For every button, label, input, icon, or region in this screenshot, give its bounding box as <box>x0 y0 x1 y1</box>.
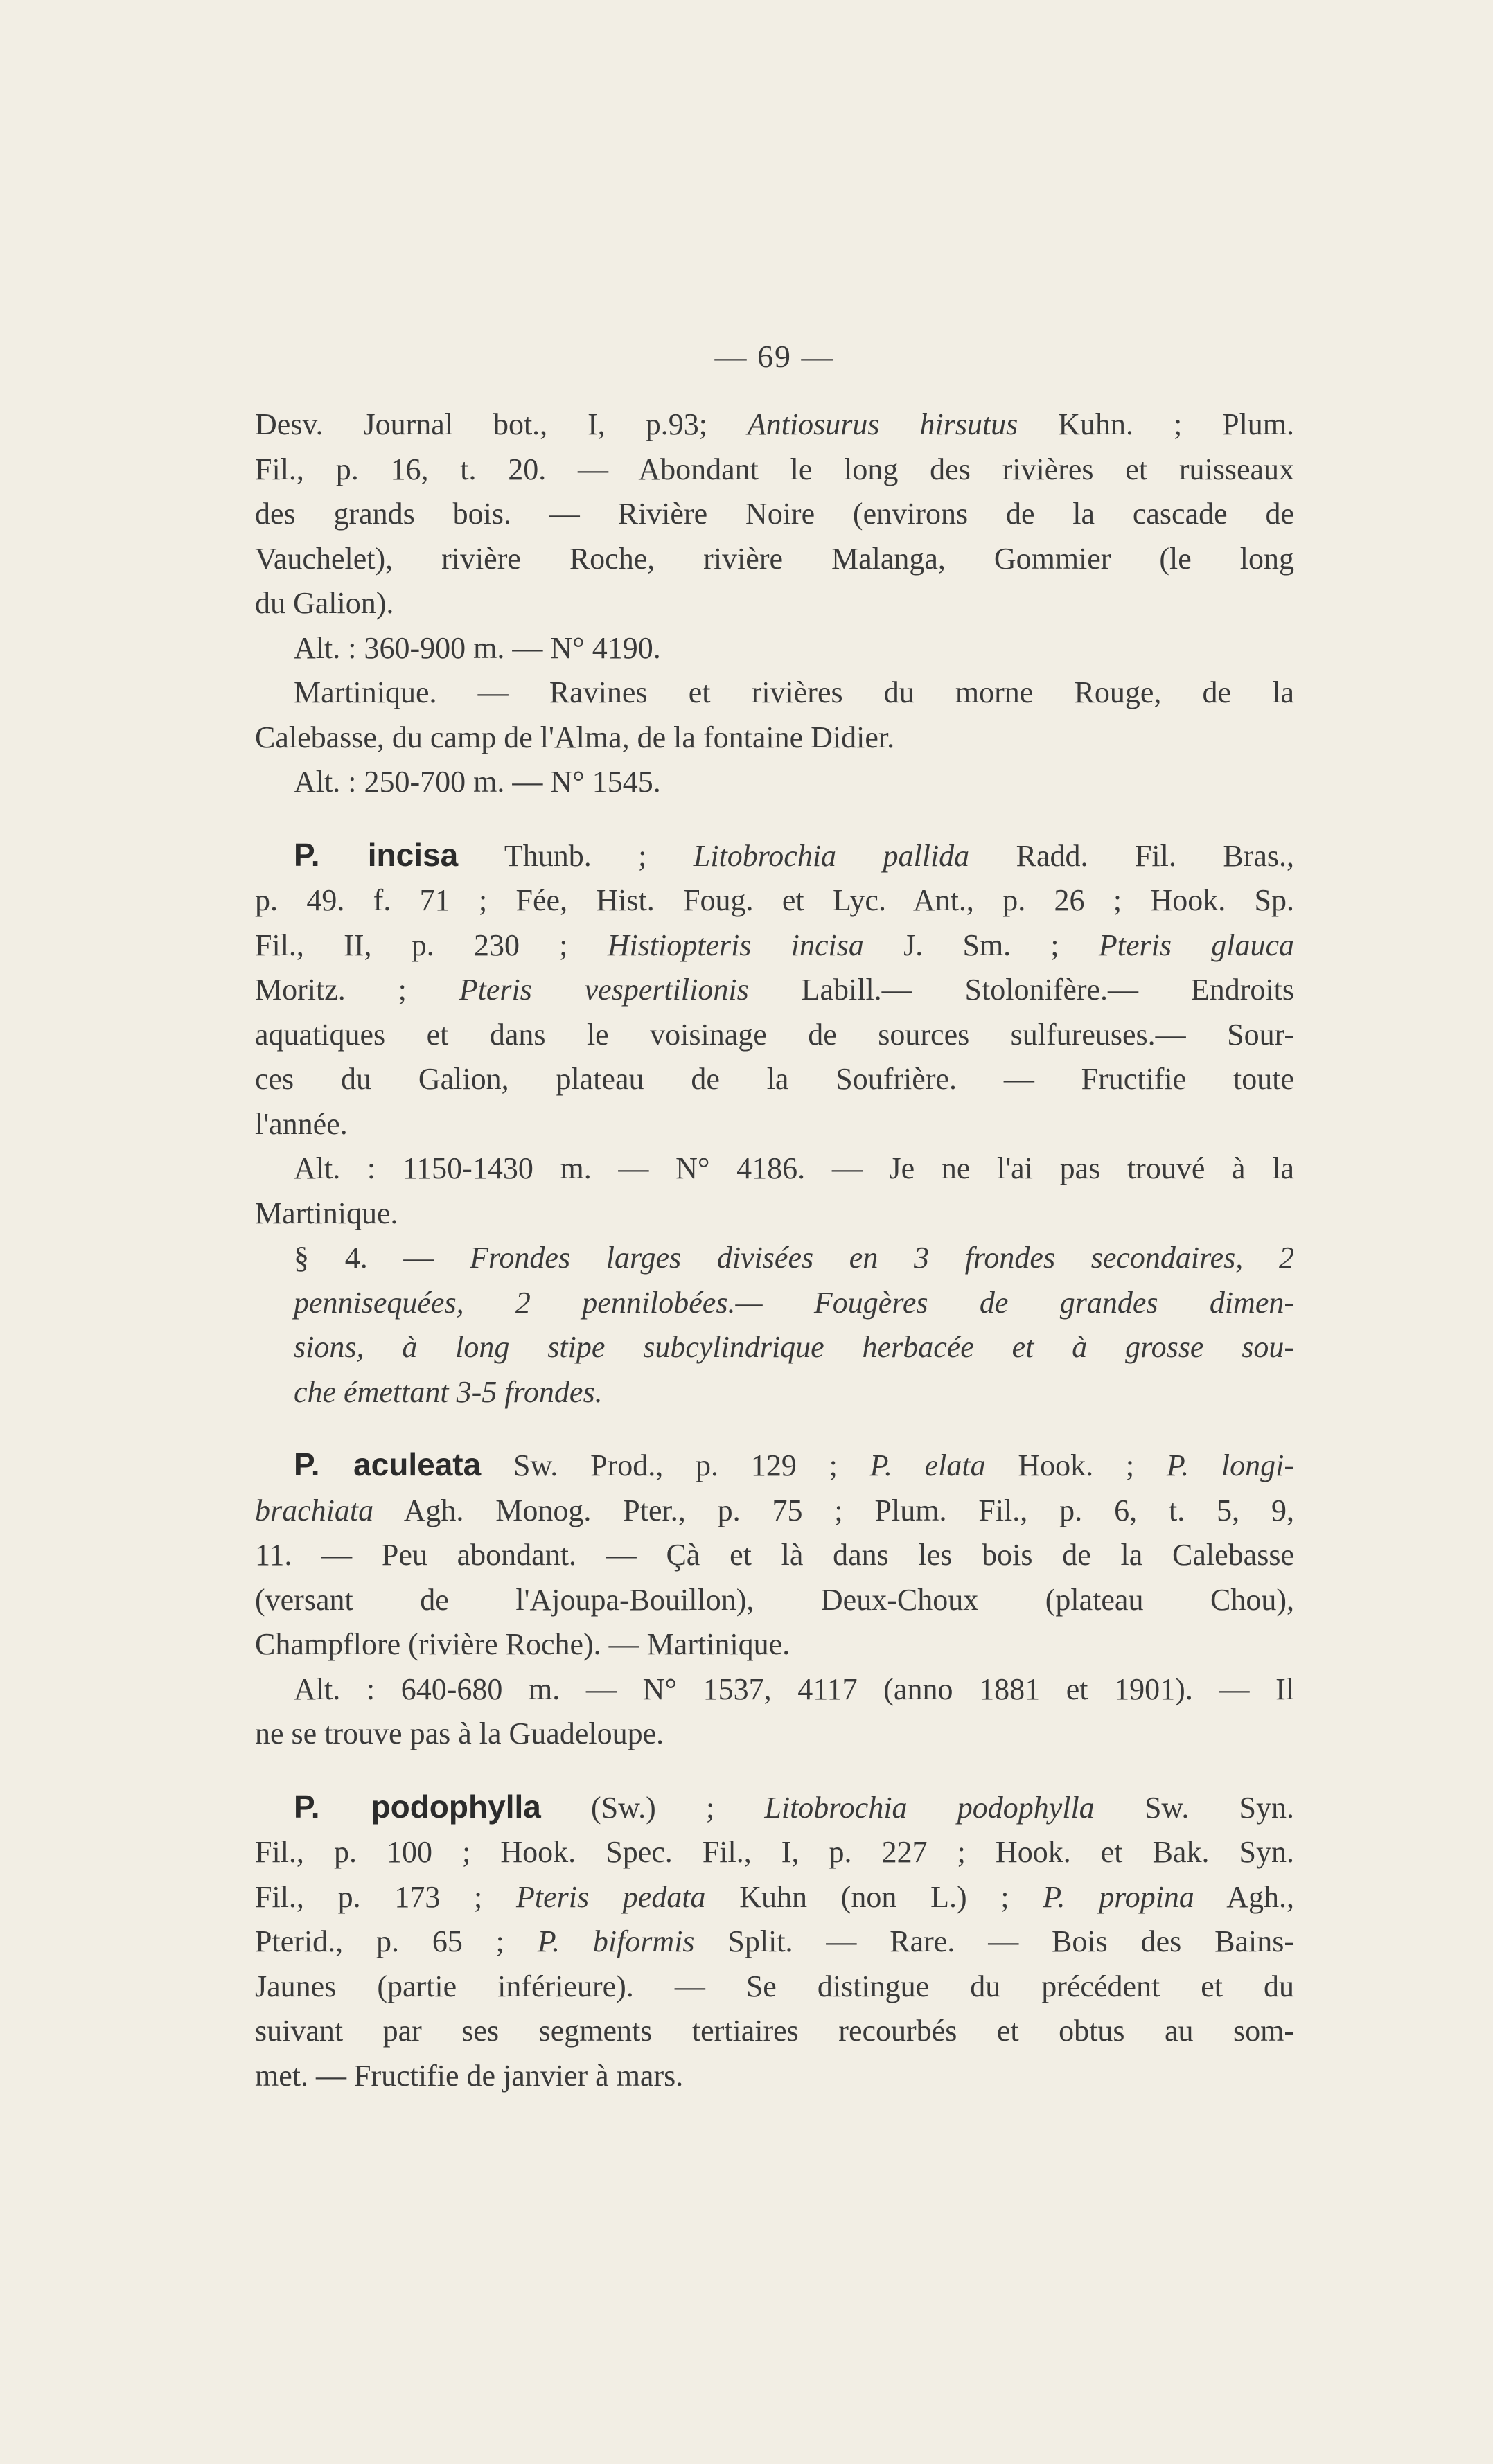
text-line: sions, à long stipe subcylindrique herbacée et à grosse sou- <box>294 1330 1294 1364</box>
text-line: pennisequées, 2 pennilobées.— Fougères de grandes dimen- <box>294 1285 1294 1320</box>
text-line: ne se trouve pas à la Guadeloupe. <box>255 1717 664 1750</box>
species-name: P. podophylla <box>294 1788 541 1825</box>
text-line: Alt. : 360-900 m. — N° 4190. <box>294 630 661 665</box>
text-line: § 4. — Frondes larges divisées en 3 frondes secondaires, 2 <box>294 1241 1294 1275</box>
text-line: Fil., II, p. 230 ; Histiopteris incisa J. Sm. ; Pteris glauca <box>255 928 1295 962</box>
text-line: Fil., p. 100 ; Hook. Spec. Fil., I, p. 227 ; Hook. et Bak. Syn. <box>255 1835 1294 1869</box>
text-line: che émettant 3-5 frondes. <box>294 1374 603 1409</box>
text-line: Alt. : 250-700 m. — N° 1545. <box>294 765 661 799</box>
text-line: Champflore (rivière Roche). — Martinique. <box>255 1627 790 1661</box>
text-line: met. — Fructifie de janvier à mars. <box>255 2058 684 2093</box>
text-line: Martinique. — Ravines et rivières du morne Rouge, de la <box>294 675 1294 709</box>
paragraph-continuation <box>255 402 1294 805</box>
text-line: du Galion). <box>255 586 394 620</box>
text-line: Fil., p. 16, t. 20. — Abondant le long des rivières et ruisseaux <box>255 452 1294 486</box>
text-line: Alt. : 1150-1430 m. — N° 4186. — Je ne l'ai pas trouvé à la <box>294 1151 1294 1185</box>
text-line: Jaunes (partie inférieure). — Se distingue du précédent et du <box>255 1969 1294 2003</box>
species-entry-p-incisa <box>255 833 1294 1415</box>
text-line: Pterid., p. 65 ; P. biformis Split. — Rare. — Bois des Bains- <box>255 1924 1294 1958</box>
text-line: p. 49. f. 71 ; Fée, Hist. Foug. et Lyc. Ant., p. 26 ; Hook. Sp. <box>255 883 1294 917</box>
text-line: 11. — Peu abondant. — Çà et là dans les bois de la Calebasse <box>255 1538 1294 1572</box>
species-name: P. aculeata <box>294 1446 482 1482</box>
text-line: Moritz. ; Pteris vespertilionis Labill.— Stolonifère.— Endroits <box>255 973 1294 1007</box>
text-line: Martinique. <box>255 1196 398 1230</box>
text-line: P. aculeata Sw. Prod., p. 129 ; P. elata Hook. ; P. longi- <box>294 1446 1294 1482</box>
species-entry-p-aculeata <box>255 1442 1294 1757</box>
book-page <box>255 338 1294 2098</box>
page-number: — 69 — <box>714 339 835 374</box>
text-line: Vauchelet), rivière Roche, rivière Malanga, Gommier (le long <box>255 541 1294 576</box>
species-entry-p-podophylla <box>255 1784 1294 2099</box>
text-line: des grands bois. — Rivière Noire (environs de la cascade de <box>255 497 1294 531</box>
text-line: l'année. <box>255 1106 348 1141</box>
text-line: Alt. : 640-680 m. — N° 1537, 4117 (anno 1881 et 1901). — Il <box>294 1672 1294 1706</box>
text-line: P. incisa Thunb. ; Litobrochia pallida Radd. Fil. Bras., <box>294 836 1294 873</box>
text-line: suivant par ses segments tertiaires recourbés et obtus au som- <box>255 2014 1294 2048</box>
text-line: brachiata Agh. Monog. Pter., p. 75 ; Plum. Fil., p. 6, t. 5, 9, <box>255 1493 1294 1527</box>
text-line: Fil., p. 173 ; Pteris pedata Kuhn (non L.) ; P. propina Agh., <box>255 1879 1294 1914</box>
text-line: Calebasse, du camp de l'Alma, de la fontaine Didier. <box>255 720 895 754</box>
text-line: aquatiques et dans le voisinage de sources sulfureuses.— Sour- <box>255 1017 1294 1052</box>
text-line: ces du Galion, plateau de la Soufrière. — Fructifie toute <box>255 1062 1294 1096</box>
text-line: P. podophylla (Sw.) ; Litobrochia podophylla Sw. Syn. <box>294 1788 1294 1825</box>
text-line: (versant de l'Ajoupa-Bouillon), Deux-Choux (plateau Chou), <box>255 1582 1294 1617</box>
species-name: P. incisa <box>294 836 459 873</box>
text-line: Desv. Journal bot., I, p.93; Antiosurus hirsutus Kuhn. ; Plum. <box>255 407 1295 441</box>
